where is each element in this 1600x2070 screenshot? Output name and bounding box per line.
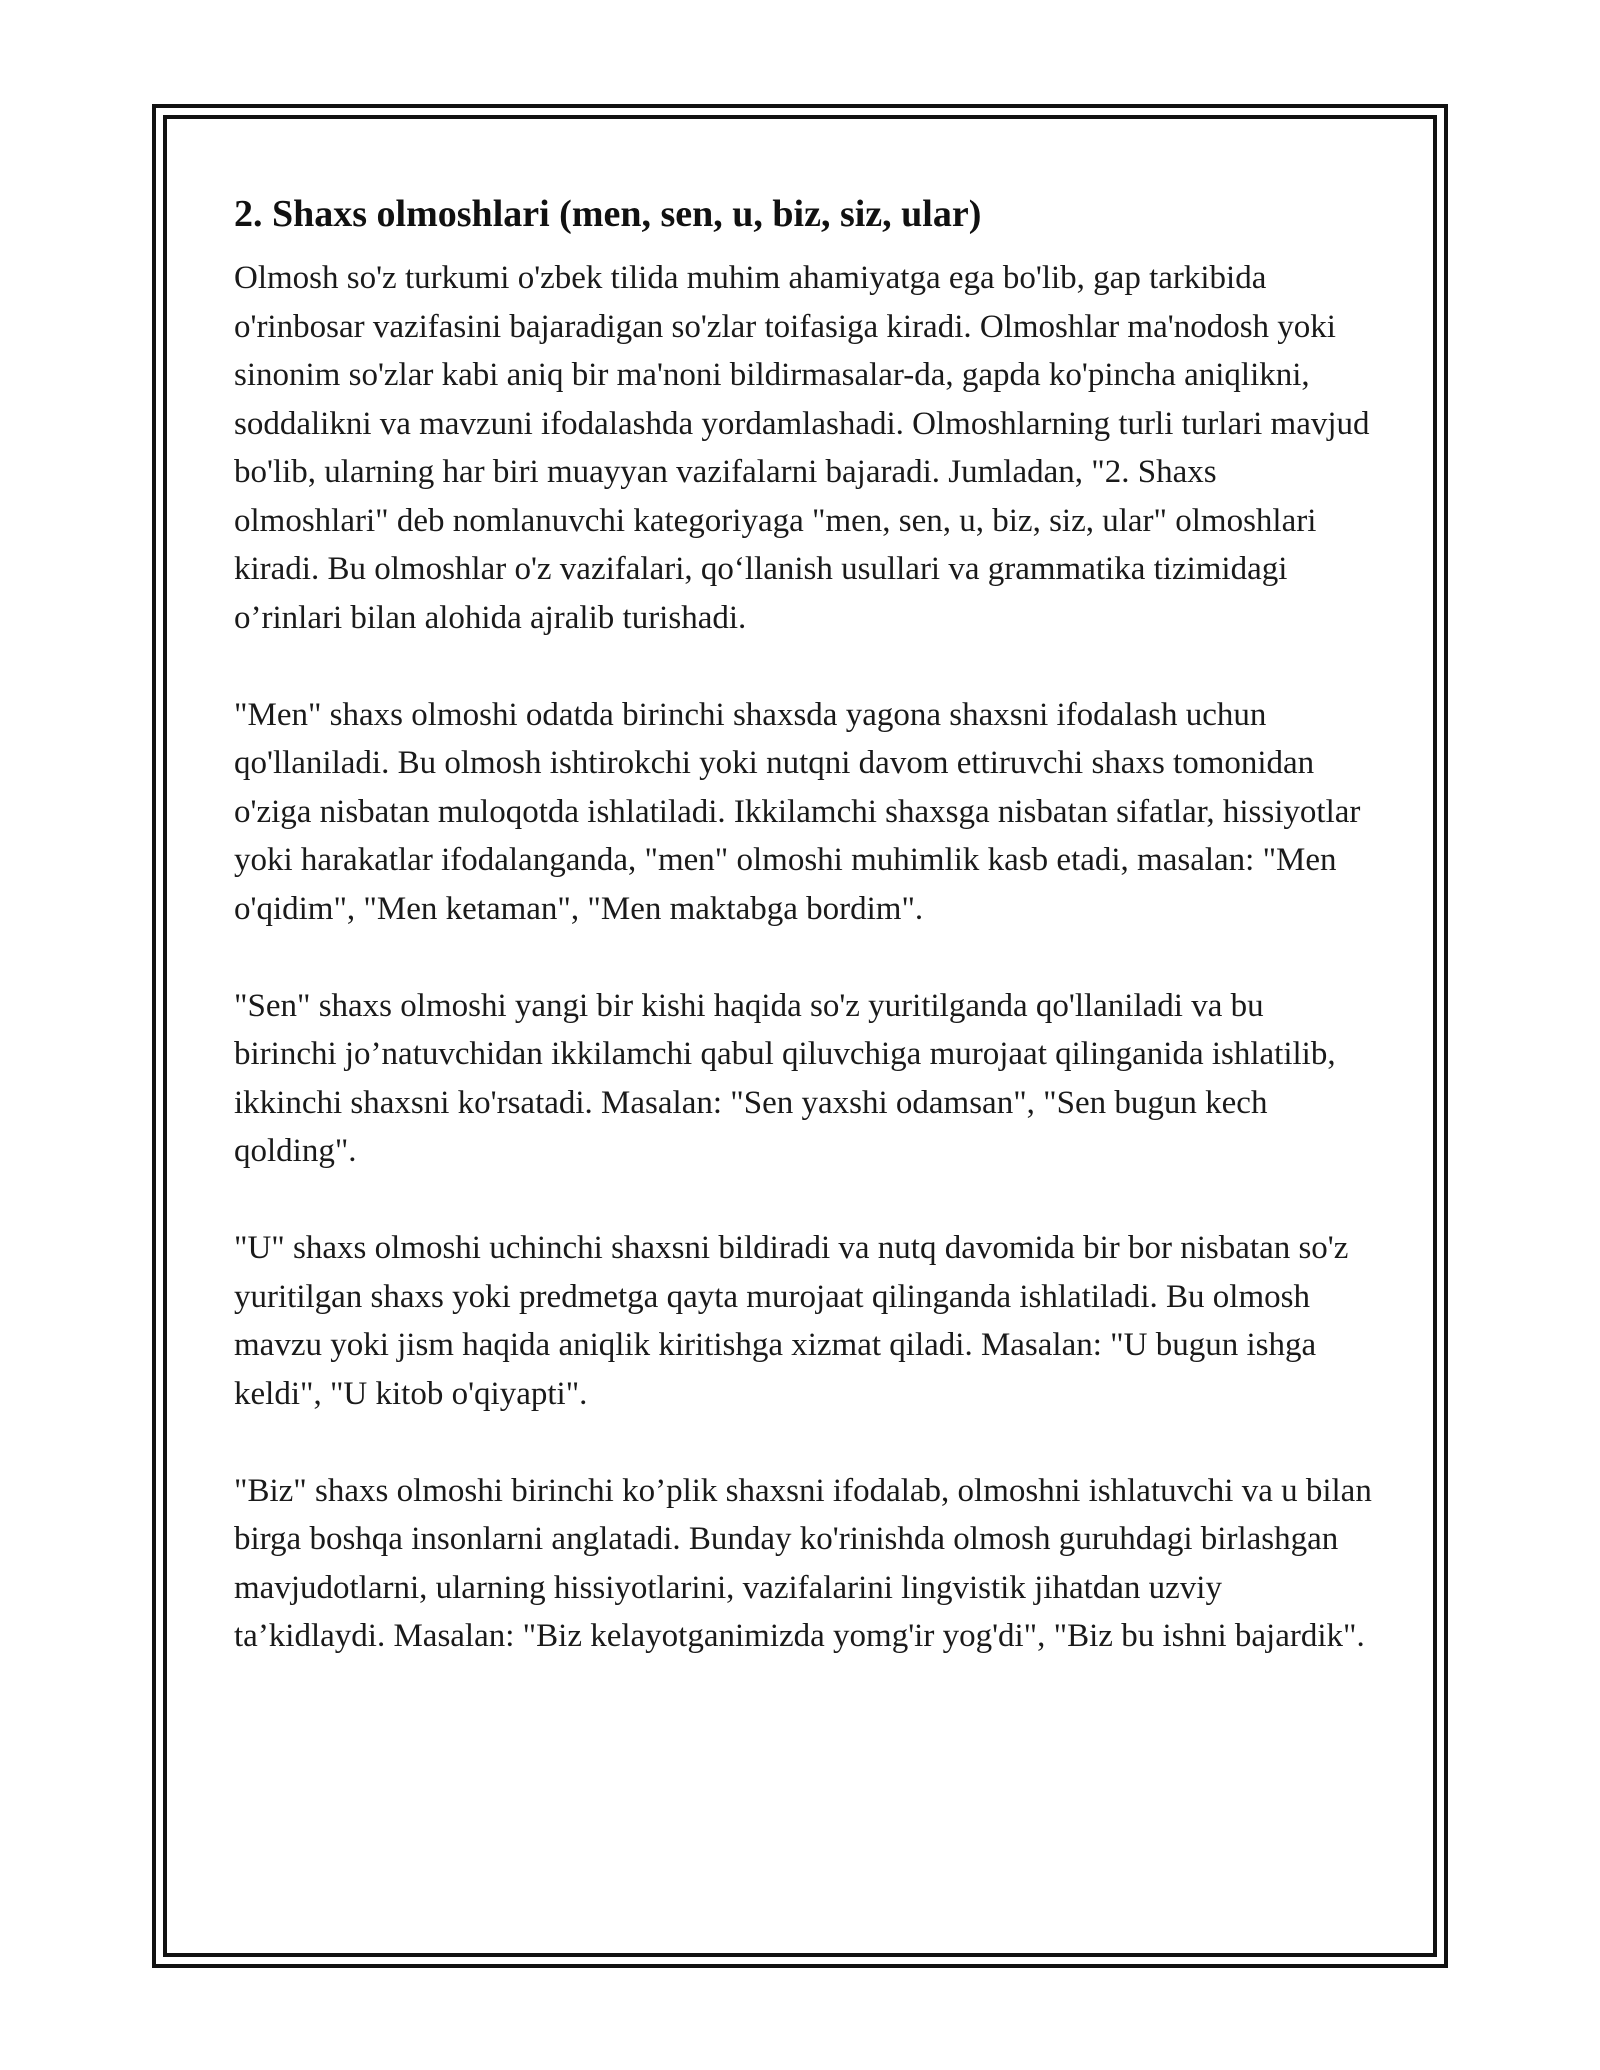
paragraph-biz: "Biz" shaxs olmoshi birinchi ko’plik shaxsni ifodalab, olmoshni ishlatuvchi va u bilan birga boshqa insonlarni anglatadi. Bunday ko'rinishda olmosh guruhdagi birlashgan mavjudotlarni, ularning hissiyotlarini, vazifalarini lingvistik jihatdan uzviy ta’kidlaydi. Masalan: "Biz kelayotganimizda yomg'ir yog'di", "Biz bu ishni bajardik". [234, 1472, 1372, 1654]
document-body [234, 182, 1374, 1709]
paragraph-intro: Olmosh so'z turkumi o'zbek tilida muhim ahamiyatga ega bo'lib, gap tarkibida o'rinbosar vazifasini bajaradigan so'zlar toifasiga kiradi. Olmoshlar ma'nodosh yoki sinonim so'zlar kabi aniq bir ma'noni bildirmasalar-da, gapda ko'pincha aniqlikni, soddalikni va mavzuni ifodalashda yordamlashadi. Olmoshlarning turli turlari mavjud bo'lib, ularning har biri muayyan vazifalarni bajaradi. Jumladan, "2. Shaxs olmoshlari" deb nomlanuvchi kategoriyaga "men, sen, u, biz, siz, ular" olmoshlari kiradi. Bu olmoshlar o'z vazifalari, qo‘llanish usullari va grammatika tizimidagi o’rinlari bilan alohida ajralib turishadi. [234, 260, 1370, 636]
paragraph-u: "U" shaxs olmoshi uchinchi shaxsni bildiradi va nutq davomida bir bor nisbatan so'z yuritilgan shaxs yoki predmetga qayta murojaat qilinganda ishlatiladi. Bu olmosh mavzu yoki jism haqida aniqlik kiritishga xizmat qiladi. Masalan: "U bugun ishga keldi", "U kitob o'qiyapti". [234, 1230, 1349, 1412]
paragraph-sen: "Sen" shaxs olmoshi yangi bir kishi haqida so'z yuritilganda qo'llaniladi va bu birinchi jo’natuvchidan ikkilamchi qabul qiluvchiga murojaat qilinganida ishlatilib, ikkinchi shaxsni ko'rsatadi. Masalan: "Sen yaxshi odamsan", "Sen bugun kech qolding". [234, 987, 1336, 1169]
paragraph-men: "Men" shaxs olmoshi odatda birinchi shaxsda yagona shaxsni ifodalash uchun qo'llaniladi. Bu olmosh ishtirokchi yoki nutqni davom ettiruvchi shaxs tomonidan o'ziga nisbatan muloqotda ishlatiladi. Ikkilamchi shaxsga nisbatan sifatlar, hissiyotlar yoki harakatlar ifodalanganda, "men" olmoshi muhimlik kasb etadi, masalan: "Men o'qidim", "Men ketaman", "Men maktabga bordim". [234, 696, 1361, 927]
section-heading: 2. Shaxs olmoshlari (men, sen, u, biz, siz, ular) [234, 193, 982, 235]
